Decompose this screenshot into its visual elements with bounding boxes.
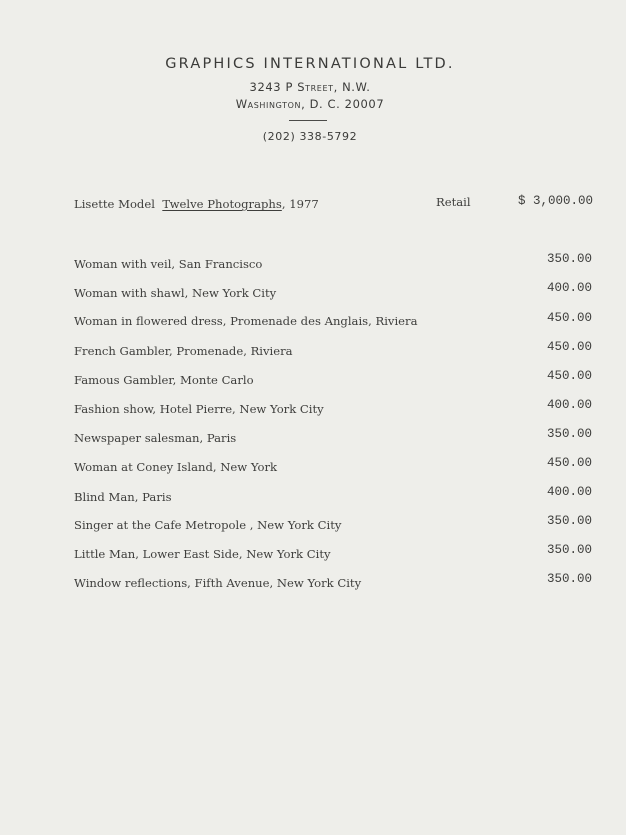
list-item-name: Famous Gambler, Monte Carlo [74,373,254,387]
portfolio-year: , 1977 [281,197,319,211]
phone-number: (202) 338-5792 [262,130,358,143]
list-item-name: Blind Man, Paris [74,490,172,504]
list-item-price: 350.00 [547,427,593,441]
list-item-name: Newspaper salesman, Paris [74,431,237,445]
letterhead-divider [289,120,327,121]
list-item-name: Little Man, Lower East Side, New York City [74,547,331,561]
list-item-price: 400.00 [547,485,593,499]
list-item-name: Fashion show, Hotel Pierre, New York City [74,402,324,416]
list-item-price: 450.00 [547,340,593,354]
list-item-price: 350.00 [547,514,593,528]
list-item-name: Window reflections, Fifth Avenue, New York City [74,576,362,590]
list-item-price: 350.00 [547,543,593,557]
retail-price: $ 3,000.00 [518,194,594,208]
list-item-price: 350.00 [547,252,593,266]
list-item-price: 350.00 [547,572,593,586]
retail-label: Retail [436,195,471,209]
portfolio-title: Twelve Photographs [162,197,282,211]
address-street: 3243 P Street, N.W. [249,80,371,94]
list-item-name: Singer at the Cafe Metropole , New York City [74,518,342,532]
list-item-price: 450.00 [547,456,593,470]
company-name: GRAPHICS INTERNATIONAL LTD. [165,56,455,72]
list-item-price: 400.00 [547,398,593,412]
list-item-price: 450.00 [547,311,593,325]
artist-name: Lisette Model [74,197,155,211]
list-item-name: Woman in flowered dress, Promenade des Anglais, Riviera [74,314,418,328]
list-item-price: 400.00 [547,281,593,295]
list-item-name: French Gambler, Promenade, Riviera [74,344,293,358]
list-item-price: 450.00 [547,369,593,383]
list-item-name: Woman at Coney Island, New York [74,460,278,474]
list-item-name: Woman with veil, San Francisco [74,257,263,271]
portfolio-heading [74,197,319,211]
address-city: Washington, D. C. 20007 [235,97,385,111]
list-item-name: Woman with shawl, New York City [74,286,277,300]
